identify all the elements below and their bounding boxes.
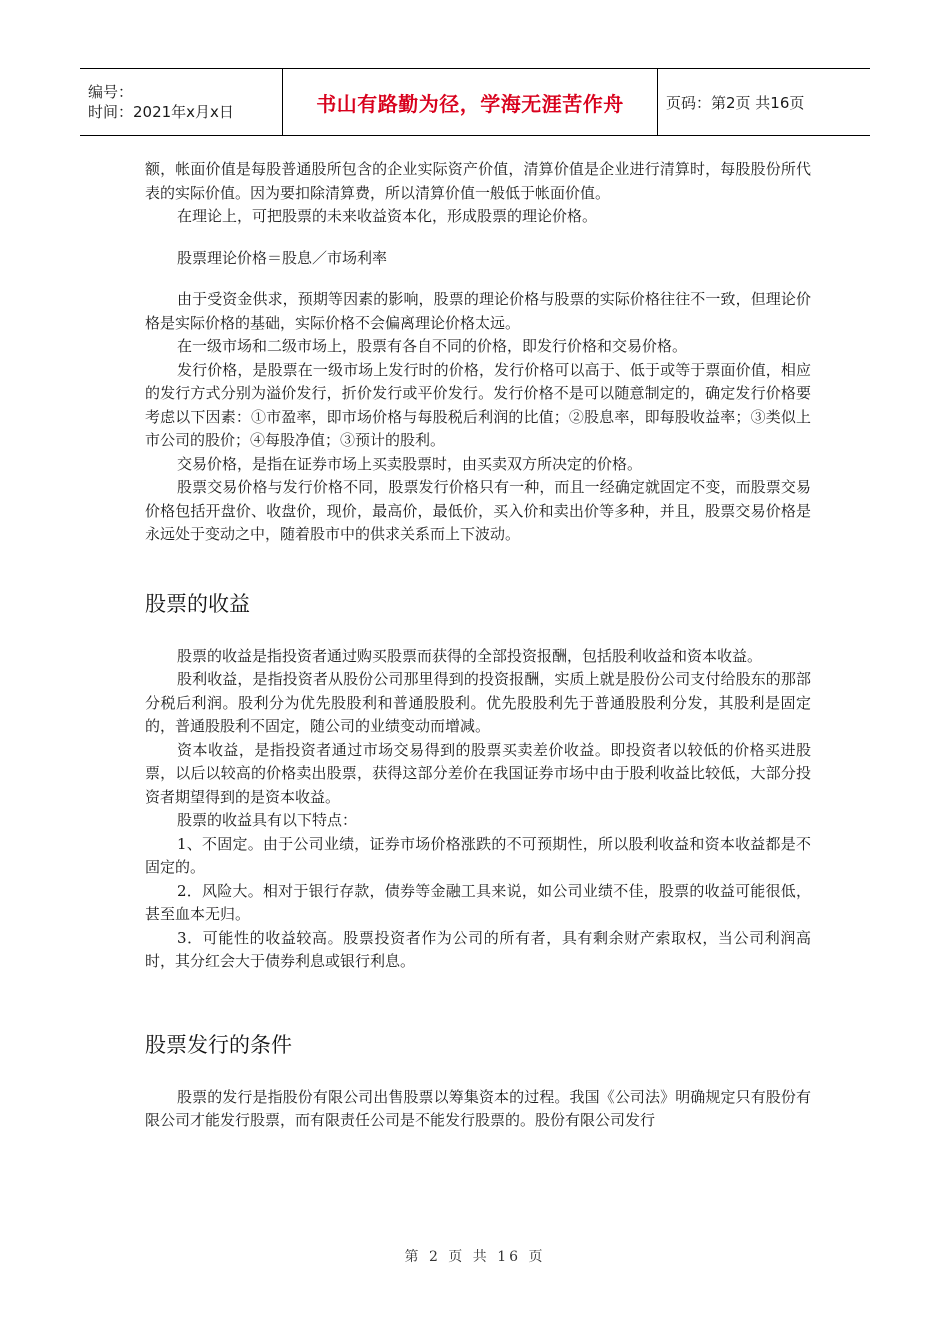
formula: 股票理论价格＝股息／市场利率 (177, 248, 388, 267)
header-motto: 书山有路勤为径，学海无涯苦作舟 (316, 91, 624, 116)
paragraph: 在一级市场和二级市场上，股票有各自不同的价格，即发行价格和交易价格。 (177, 337, 688, 355)
paragraph: 股票的收益是指投资者通过购买股票而获得的全部投资报酬，包括股利收益和资本收益。 (177, 646, 763, 665)
paragraph: 在理论上，可把股票的未来收益资本化，形成股票的理论价格。 (177, 207, 598, 225)
paragraph: 股利收益，是指投资者从股份公司那里得到的投资报酬，实质上就是股份公司支付给股东的那部分税后利润。股利分为优先股股利和普通股股利。优先股股利先于普通股股利分发，其股利是固定的，普通股股利不固定，随公司的业绩变动而增减。 (145, 670, 811, 735)
paragraph: 交易价格，是指在证券市场上买卖股票时，由买卖双方所决定的价格。 (177, 454, 643, 473)
page-footer: 第 2 页 共 16 页 (404, 1249, 546, 1265)
paragraph: 股票的发行是指股份有限公司出售股票以筹集资本的过程。我国《公司法》明确规定只有股份有限公司才能发行股票，而有限责任公司是不能发行股票的。股份有限公司发行 (145, 1087, 811, 1129)
header-page-cell (658, 69, 870, 135)
date-label: 时间：2021年x月x日 (88, 103, 234, 121)
section-heading-stock-income: 股票的收益 (145, 591, 250, 616)
list-item: 3．可能性的收益较高。股票投资者作为公司的所有者，具有剩余财产索取权，当公司利润高时，其分红会大于债券利息或银行利息。 (145, 928, 811, 970)
paragraph: 股票交易价格与发行价格不同，股票发行价格只有一种，而且一经确定就固定不变，而股票交易价格包括开盘价、收盘价，现价，最高价，最低价，买入价和卖出价等多种，并且，股票交易价格是永远处于变动之中，随着股市中的供求关系而上下波动。 (145, 478, 811, 543)
paragraph: 发行价格，是股票在一级市场上发行时的价格，发行价格可以高于、低于或等于票面价值，相应的发行方式分别为溢价发行，折价发行或平价发行。发行价格不是可以随意制定的，确定发行价格要考虑以下因素：①市盈率，即市场价格与每股税后利润的比值；②股息率，即每股收益率；③类似上市公司的股价；④每股净值；③预计的股利。 (145, 360, 811, 449)
header-meta (80, 69, 282, 135)
list-item: 2．风险大。相对于银行存款，债券等金融工具来说，如公司业绩不佳，股票的收益可能很低，甚至血本无归。 (145, 881, 811, 923)
paragraph: 额，帐面价值是每股普通股所包含的企业实际资产价值，清算价值是企业进行清算时，每股股份所代表的实际价值。因为要扣除清算费，所以清算价值一般低于帐面价值。 (145, 160, 811, 202)
page-header (80, 68, 870, 136)
paragraph: 股票的收益具有以下特点： (177, 811, 358, 829)
list-item: 1、不固定。由于公司业绩，证券市场价格涨跌的不可预期性，所以股利收益和资本收益都是不固定的。 (145, 834, 811, 876)
paragraph: 资本收益，是指投资者通过市场交易得到的股票买卖差价收益。即投资者以较低的价格买进股票，以后以较高的价格卖出股票，获得这部分差价在我国证券市场中由于股利收益比较低，大部分投资者期望得到的是资本收益。 (145, 740, 811, 806)
document-body (145, 158, 811, 1133)
paragraph: 由于受资金供求，预期等因素的影响，股票的理论价格与股票的实际价格往往不一致，但理论价格是实际价格的基础，实际价格不会偏离理论价格太远。 (145, 290, 811, 332)
header-page-label: 页码：第2页 共16页 (666, 93, 805, 112)
serial-label: 编号： (88, 83, 134, 101)
section-heading-issue-conditions: 股票发行的条件 (145, 1032, 292, 1057)
header-motto-cell (282, 69, 658, 135)
